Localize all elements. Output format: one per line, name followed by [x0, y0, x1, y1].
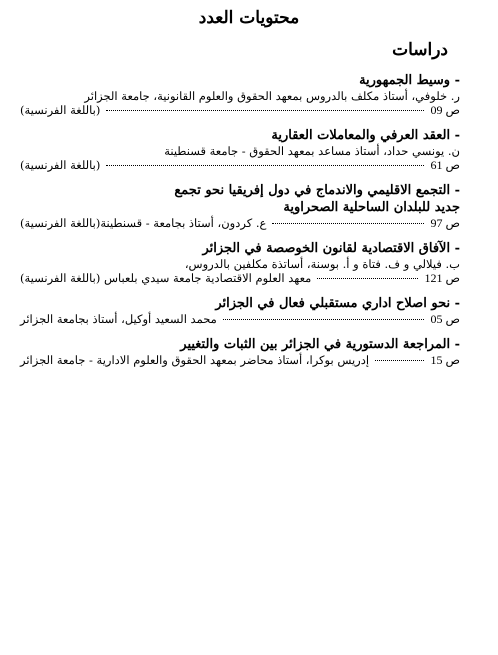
list-item — [20, 240, 460, 285]
entry-author: إدريس بوكرا، أستاذ محاضر بمعهد الحقوق والعلوم الادارية - جامعة الجزائر — [20, 353, 370, 367]
entry-note: (باللغة الفرنسية) — [20, 103, 101, 117]
dotted-leader — [106, 110, 424, 111]
entry-page-line — [20, 103, 460, 117]
entry-page-line — [20, 158, 460, 172]
entry-title: - وسيط الجمهورية — [359, 73, 460, 88]
page-number: ص 15 — [430, 353, 460, 367]
entry-title: - العقد العرفي والمعاملات العقارية — [271, 128, 460, 143]
page-number: ص 61 — [430, 158, 460, 172]
list-item — [20, 72, 460, 117]
entry-author: ر. خلوفي، أستاذ مكلف بالدروس بمعهد الحقوق والعلوم القانونية، جامعة الجزائر — [84, 89, 460, 103]
entry-page-line — [20, 312, 460, 326]
page-number: ص 97 — [430, 216, 460, 230]
entry-author: ن. يونسي حداد، أستاذ مساعد بمعهد الحقوق - جامعة قسنطينة — [164, 144, 460, 158]
dotted-leader — [375, 360, 424, 361]
entry-affiliation: معهد العلوم الاقتصادية جامعة سيدي بلعباس (باللغة الفرنسية) — [20, 271, 312, 285]
dotted-leader — [223, 319, 425, 320]
list-item — [20, 182, 460, 230]
section-title: دراسات — [392, 40, 448, 60]
dotted-leader — [106, 165, 424, 166]
contents-list — [20, 72, 460, 377]
entry-page-line — [20, 353, 460, 367]
page-title: محتويات العدد — [198, 8, 300, 28]
dotted-leader — [317, 278, 418, 279]
entry-title: - الآفاق الاقتصادية لقانون الخوصصة في الجزائر — [202, 241, 460, 256]
dotted-leader — [272, 223, 424, 224]
entry-author: ع. كردون، أستاذ بجامعة - قسنطينة(باللغة الفرنسية) — [20, 216, 267, 230]
list-item — [20, 295, 460, 326]
page-number: ص 09 — [430, 103, 460, 117]
list-item — [20, 127, 460, 172]
entry-title: - نحو اصلاح اداري مستقبلي فعال في الجزائر — [215, 296, 460, 311]
entry-page-line — [20, 216, 460, 230]
entry-title-continued: جديد للبلدان الساحلية الصحراوية — [283, 200, 460, 215]
list-item — [20, 336, 460, 367]
page-number: ص 121 — [424, 271, 460, 285]
entry-author: ب. فيلالي و ف. فتاة و أ. بوسنة، أساتذة مكلفين بالدروس، — [184, 257, 460, 271]
entry-author: محمد السعيد أوكيل، أستاذ بجامعة الجزائر — [20, 312, 217, 326]
page-number: ص 05 — [430, 312, 460, 326]
entry-note: (باللغة الفرنسية) — [20, 158, 101, 172]
entry-title: - المراجعة الدستورية في الجزائر بين الثبات والتغيير — [180, 337, 460, 352]
entry-title: - التجمع الاقليمي والاندماج في دول إفريقيا نحو تجمع — [174, 183, 460, 198]
entry-page-line — [20, 271, 460, 285]
